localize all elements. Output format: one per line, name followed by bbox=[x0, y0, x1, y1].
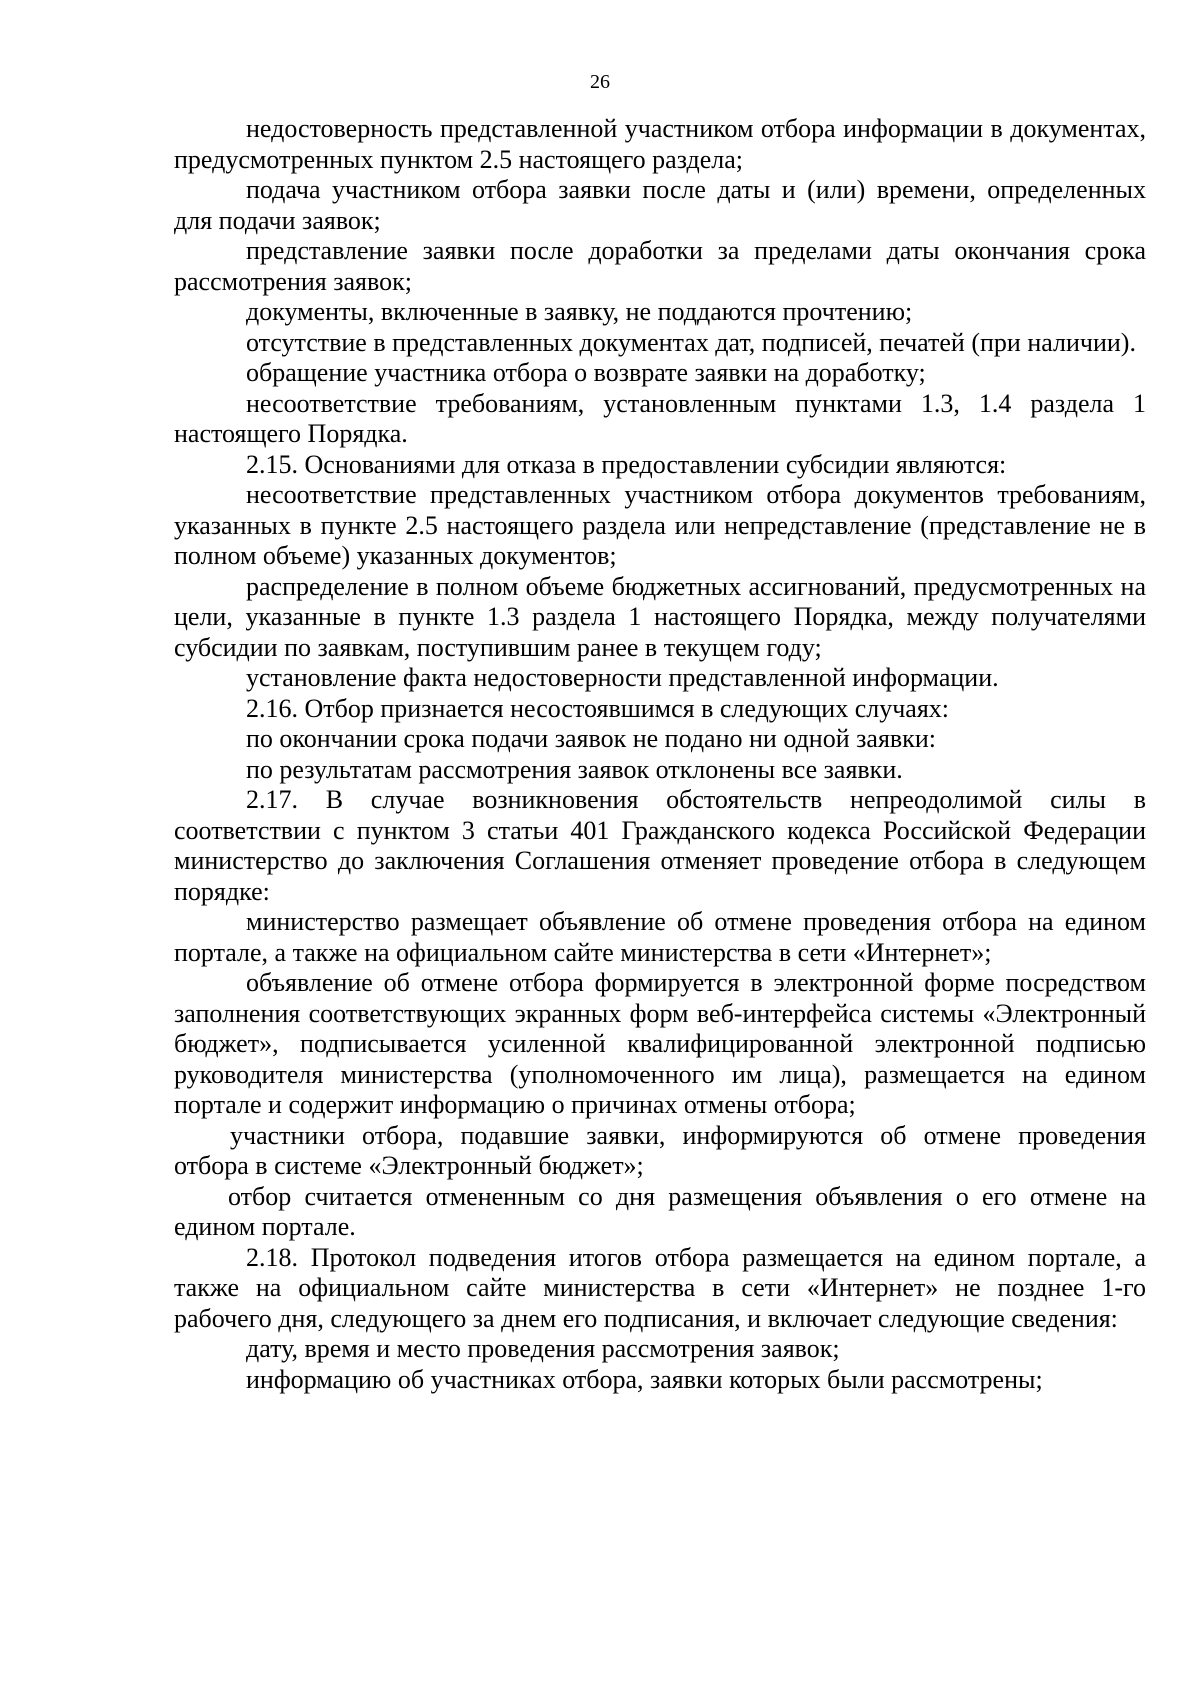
paragraph: обращение участника отбора о возврате заявки на доработку; bbox=[246, 358, 926, 387]
page-number: 26 bbox=[590, 71, 610, 93]
paragraph: министерство размещает объявление об отмене проведения отбора на едином портале, а также на официальном сайте министерства в сети «Интернет»; bbox=[174, 907, 1146, 967]
paragraph: участники отбора, подавшие заявки, информируются об отмене проведения отбора в системе «Электронный бюджет»; bbox=[174, 1120, 1146, 1180]
paragraph: дату, время и место проведения рассмотрения заявок; bbox=[246, 1334, 840, 1363]
paragraph: недостоверность представленной участником отбора информации в документах, предусмотренных пунктом 2.5 настоящего раздела; bbox=[174, 114, 1146, 174]
section-heading-2-16: 2.16. Отбор признается несостоявшимся в следующих случаях: bbox=[246, 693, 950, 723]
paragraph: документы, включенные в заявку, не поддаются прочтению; bbox=[246, 297, 913, 326]
paragraph: информацию об участниках отбора, заявки которых были рассмотрены; bbox=[246, 1364, 1043, 1394]
paragraph: объявление об отмене отбора формируется в электронной форме посредством заполнения соответствующих экранных форм веб-интерфейса системы «Электронный бюджет», подписывается усиленной квалифицированной электронной подписью руководителя министерства (уполномоченного им лица), размещается на едином портале и содержит информацию о причинах отмены отбора; bbox=[174, 968, 1146, 1119]
section-heading-2-15: 2.15. Основаниями для отказа в предоставлении субсидии являются: bbox=[246, 449, 1007, 479]
paragraph: подача участником отбора заявки после даты и (или) времени, определенных для подачи заявок; bbox=[174, 175, 1146, 235]
paragraph: распределение в полном объеме бюджетных ассигнований, предусмотренных на цели, указанные в пункте 1.3 раздела 1 настоящего Порядка, между получателями субсидии по заявкам, поступившим ранее в текущем году; bbox=[174, 571, 1146, 662]
document-body bbox=[174, 114, 1146, 1395]
paragraph: по окончании срока подачи заявок не подано ни одной заявки: bbox=[246, 724, 936, 753]
paragraph: несоответствие требованиям, установленным пунктами 1.3, 1.4 раздела 1 настоящего Порядка. bbox=[174, 388, 1146, 448]
paragraph: отсутствие в представленных документах дат, подписей, печатей (при наличии). bbox=[246, 327, 1136, 357]
paragraph: несоответствие представленных участником отбора документов требованиям, указанных в пункте 2.5 настоящего раздела или непредставление (представление не в полном объеме) указанных документов; bbox=[174, 480, 1146, 570]
paragraph: представление заявки после доработки за пределами даты окончания срока рассмотрения заявок; bbox=[174, 236, 1146, 296]
paragraph: по результатам рассмотрения заявок отклонены все заявки. bbox=[246, 754, 903, 784]
section-heading-2-17: 2.17. В случае возникновения обстоятельств непреодолимой силы в соответствии с пунктом 3 статьи 401 Гражданского кодекса Российской Федерации министерство до заключения Соглашения отменяет проведение отбора в следующем порядке: bbox=[174, 785, 1146, 906]
paragraph: отбор считается отмененным со дня размещения объявления о его отмене на едином портале. bbox=[174, 1181, 1146, 1241]
paragraph: установление факта недостоверности представленной информации. bbox=[246, 663, 999, 692]
section-heading-2-18: 2.18. Протокол подведения итогов отбора размещается на едином портале, а также на официальном сайте министерства в сети «Интернет» не позднее 1-го рабочего дня, следующего за днем его подписания, и включает следующие сведения: bbox=[174, 1242, 1146, 1333]
